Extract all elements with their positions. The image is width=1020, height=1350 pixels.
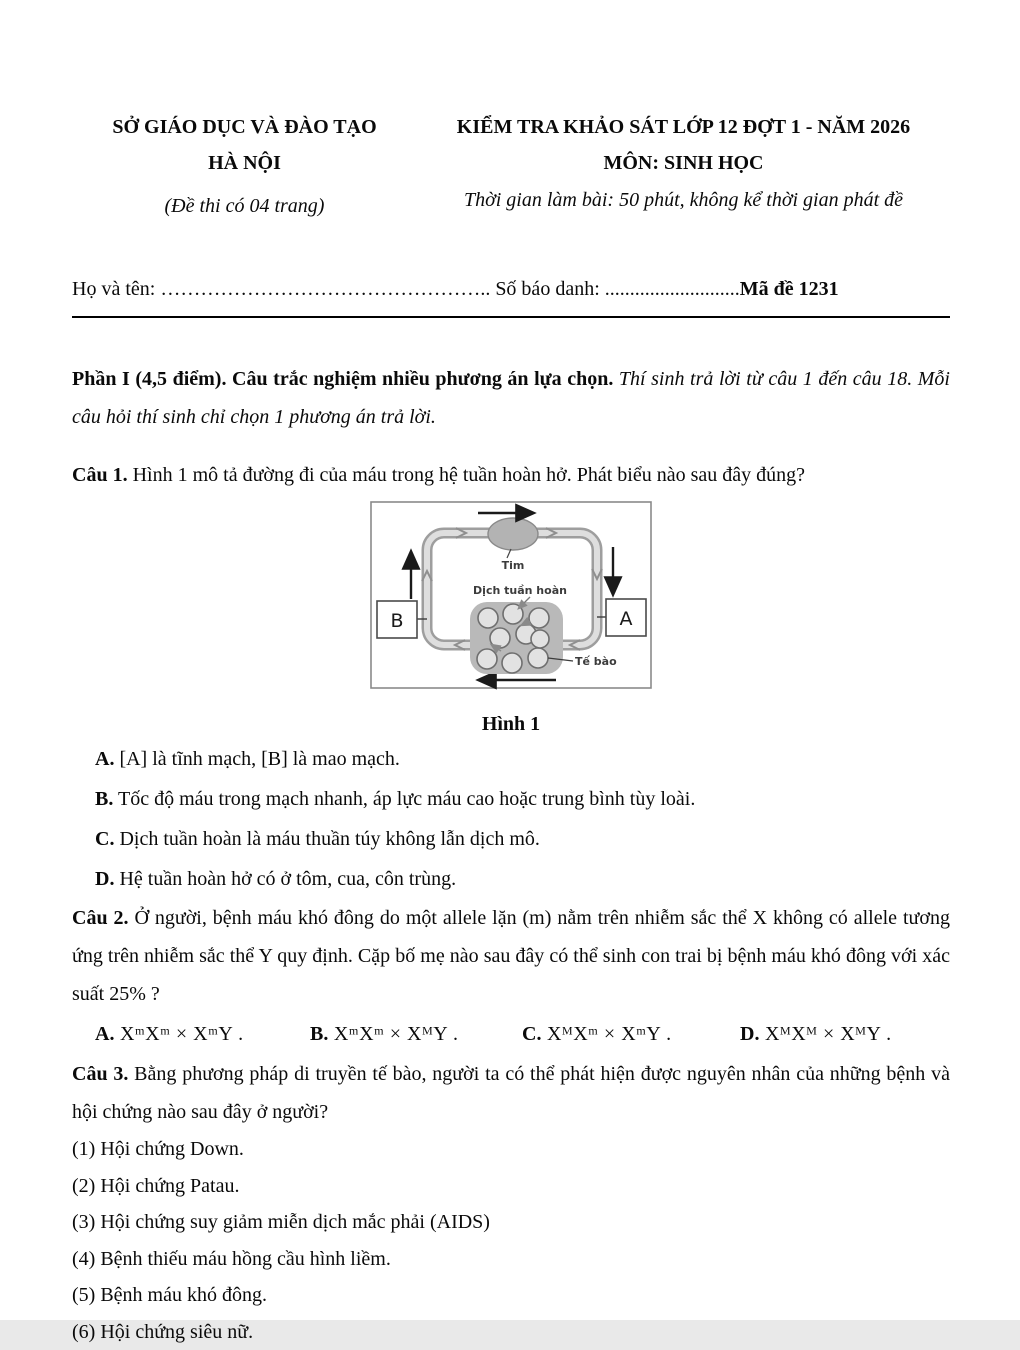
student-id-label: Số báo danh: [490, 278, 604, 300]
question-3-label: Câu 3. [72, 1063, 128, 1085]
q2-option-d-letter: D. [740, 1023, 759, 1045]
q2-option-b-text: XᵐXᵐ × XᴹY . [328, 1023, 458, 1045]
box-B-label: B [390, 610, 403, 632]
question-1-text: Hình 1 mô tả đường đi của máu trong hệ tuần hoàn hở. Phát biểu nào sau đây đúng? [128, 464, 805, 486]
student-info-line [72, 274, 950, 304]
exam-code: Mã đề 1231 [740, 278, 839, 300]
box-A-label: A [620, 608, 633, 630]
cell-label: Tế bào [575, 655, 617, 668]
question-2-options [72, 1013, 950, 1055]
q2-option-c [522, 1013, 740, 1055]
page-count-note: (Đề thi có 04 trang) [72, 192, 417, 220]
heart-label: Tim [502, 559, 525, 572]
question-1-options [72, 739, 950, 899]
part1-intro-italic: Thí sinh trả lời từ câu 1 đến câu 18. Mỗi câu hỏi thí sinh chỉ chọn 1 phương án trả lời. [72, 368, 950, 428]
q2-option-a-letter: A. [95, 1023, 114, 1045]
q1-option-d [72, 859, 950, 899]
question-2-text: Ở người, bệnh máu khó đông do một allele lặn (m) nằm trên nhiễm sắc thể X không có allele tương ứng trên nhiễm sắc thể Y quy định. Cặp bố mẹ nào sau đây có thể sinh con trai bị bệnh máu khó đông với xác suất 25% ? [72, 907, 950, 1005]
question-2-label: Câu 2. [72, 907, 129, 929]
exam-duration: Thời gian làm bài: 50 phút, không kể thời gian phát đề [417, 186, 950, 214]
figure-1-caption: Hình 1 [370, 709, 652, 739]
q3-item-1: (1) Hội chứng Down. [72, 1131, 950, 1168]
q2-option-b [310, 1013, 522, 1055]
q3-item-2: (2) Hội chứng Patau. [72, 1168, 950, 1205]
question-3-text: Bằng phương pháp di truyền tế bào, người ta có thể phát hiện được nguyên nhân của những bệnh và hội chứng nào sau đây ở người? [72, 1063, 950, 1123]
q2-option-c-letter: C. [522, 1023, 541, 1045]
student-id-blank: ........................... [605, 278, 740, 300]
question-1 [72, 456, 950, 494]
q1-option-c-text: Dịch tuần hoàn là máu thuần túy không lẫn dịch mô. [114, 828, 539, 850]
q1-option-a-text: [A] là tĩnh mạch, [B] là mao mạch. [114, 748, 399, 770]
issuer-city: HÀ NỘI [72, 148, 417, 178]
q1-option-a-letter: A. [95, 748, 114, 770]
question-1-label: Câu 1. [72, 464, 128, 486]
q2-option-c-text: XᴹXᵐ × XᵐY . [541, 1023, 671, 1045]
question-3-items [72, 1131, 950, 1350]
q2-option-d-text: XᴹXᴹ × XᴹY . [759, 1023, 891, 1045]
exam-title: KIỂM TRA KHẢO SÁT LỚP 12 ĐỢT 1 - NĂM 2026 [417, 112, 950, 142]
q3-item-5: (5) Bệnh máu khó đông. [72, 1277, 950, 1314]
q1-option-b [72, 779, 950, 819]
q1-option-b-letter: B. [95, 788, 113, 810]
q1-option-d-text: Hệ tuần hoàn hở có ở tôm, cua, côn trùng. [114, 868, 456, 890]
q1-option-c [72, 819, 950, 859]
part1-intro-bold: Phần I (4,5 điểm). Câu trắc nghiệm nhiều phương án lựa chọn. [72, 368, 613, 390]
student-name-label: Họ và tên: [72, 278, 160, 300]
question-3 [72, 1055, 950, 1131]
q2-option-b-letter: B. [310, 1023, 328, 1045]
issuer-name: SỞ GIÁO DỤC VÀ ĐÀO TẠO [72, 112, 417, 142]
part1-intro [72, 360, 950, 436]
header-title-block [417, 112, 950, 220]
header-issuer-block [72, 112, 417, 220]
q1-option-c-letter: C. [95, 828, 114, 850]
q3-item-6: (6) Hội chứng siêu nữ. [72, 1314, 950, 1350]
q2-option-a-text: XᵐXᵐ × XᵐY . [114, 1023, 243, 1045]
q3-item-3: (3) Hội chứng suy giảm miễn dịch mắc phải (AIDS) [72, 1204, 950, 1241]
fluid-label: Dịch tuần hoàn [473, 584, 567, 597]
tissue-blob [470, 602, 563, 674]
q1-option-d-letter: D. [95, 868, 114, 890]
q3-item-4: (4) Bệnh thiếu máu hồng cầu hình liềm. [72, 1241, 950, 1278]
q2-option-a [95, 1013, 310, 1055]
q2-option-d [740, 1013, 950, 1055]
open-circulatory-diagram [370, 501, 652, 691]
question-2 [72, 899, 950, 1013]
header-divider [72, 316, 950, 318]
q1-option-a [72, 739, 950, 779]
exam-header [72, 112, 950, 220]
figure-1 [370, 501, 652, 739]
exam-subject: MÔN: SINH HỌC [417, 148, 950, 178]
q1-option-b-text: Tốc độ máu trong mạch nhanh, áp lực máu cao hoặc trung bình tùy loài. [113, 788, 695, 810]
student-name-blank: ………………………………………….. [160, 278, 490, 300]
